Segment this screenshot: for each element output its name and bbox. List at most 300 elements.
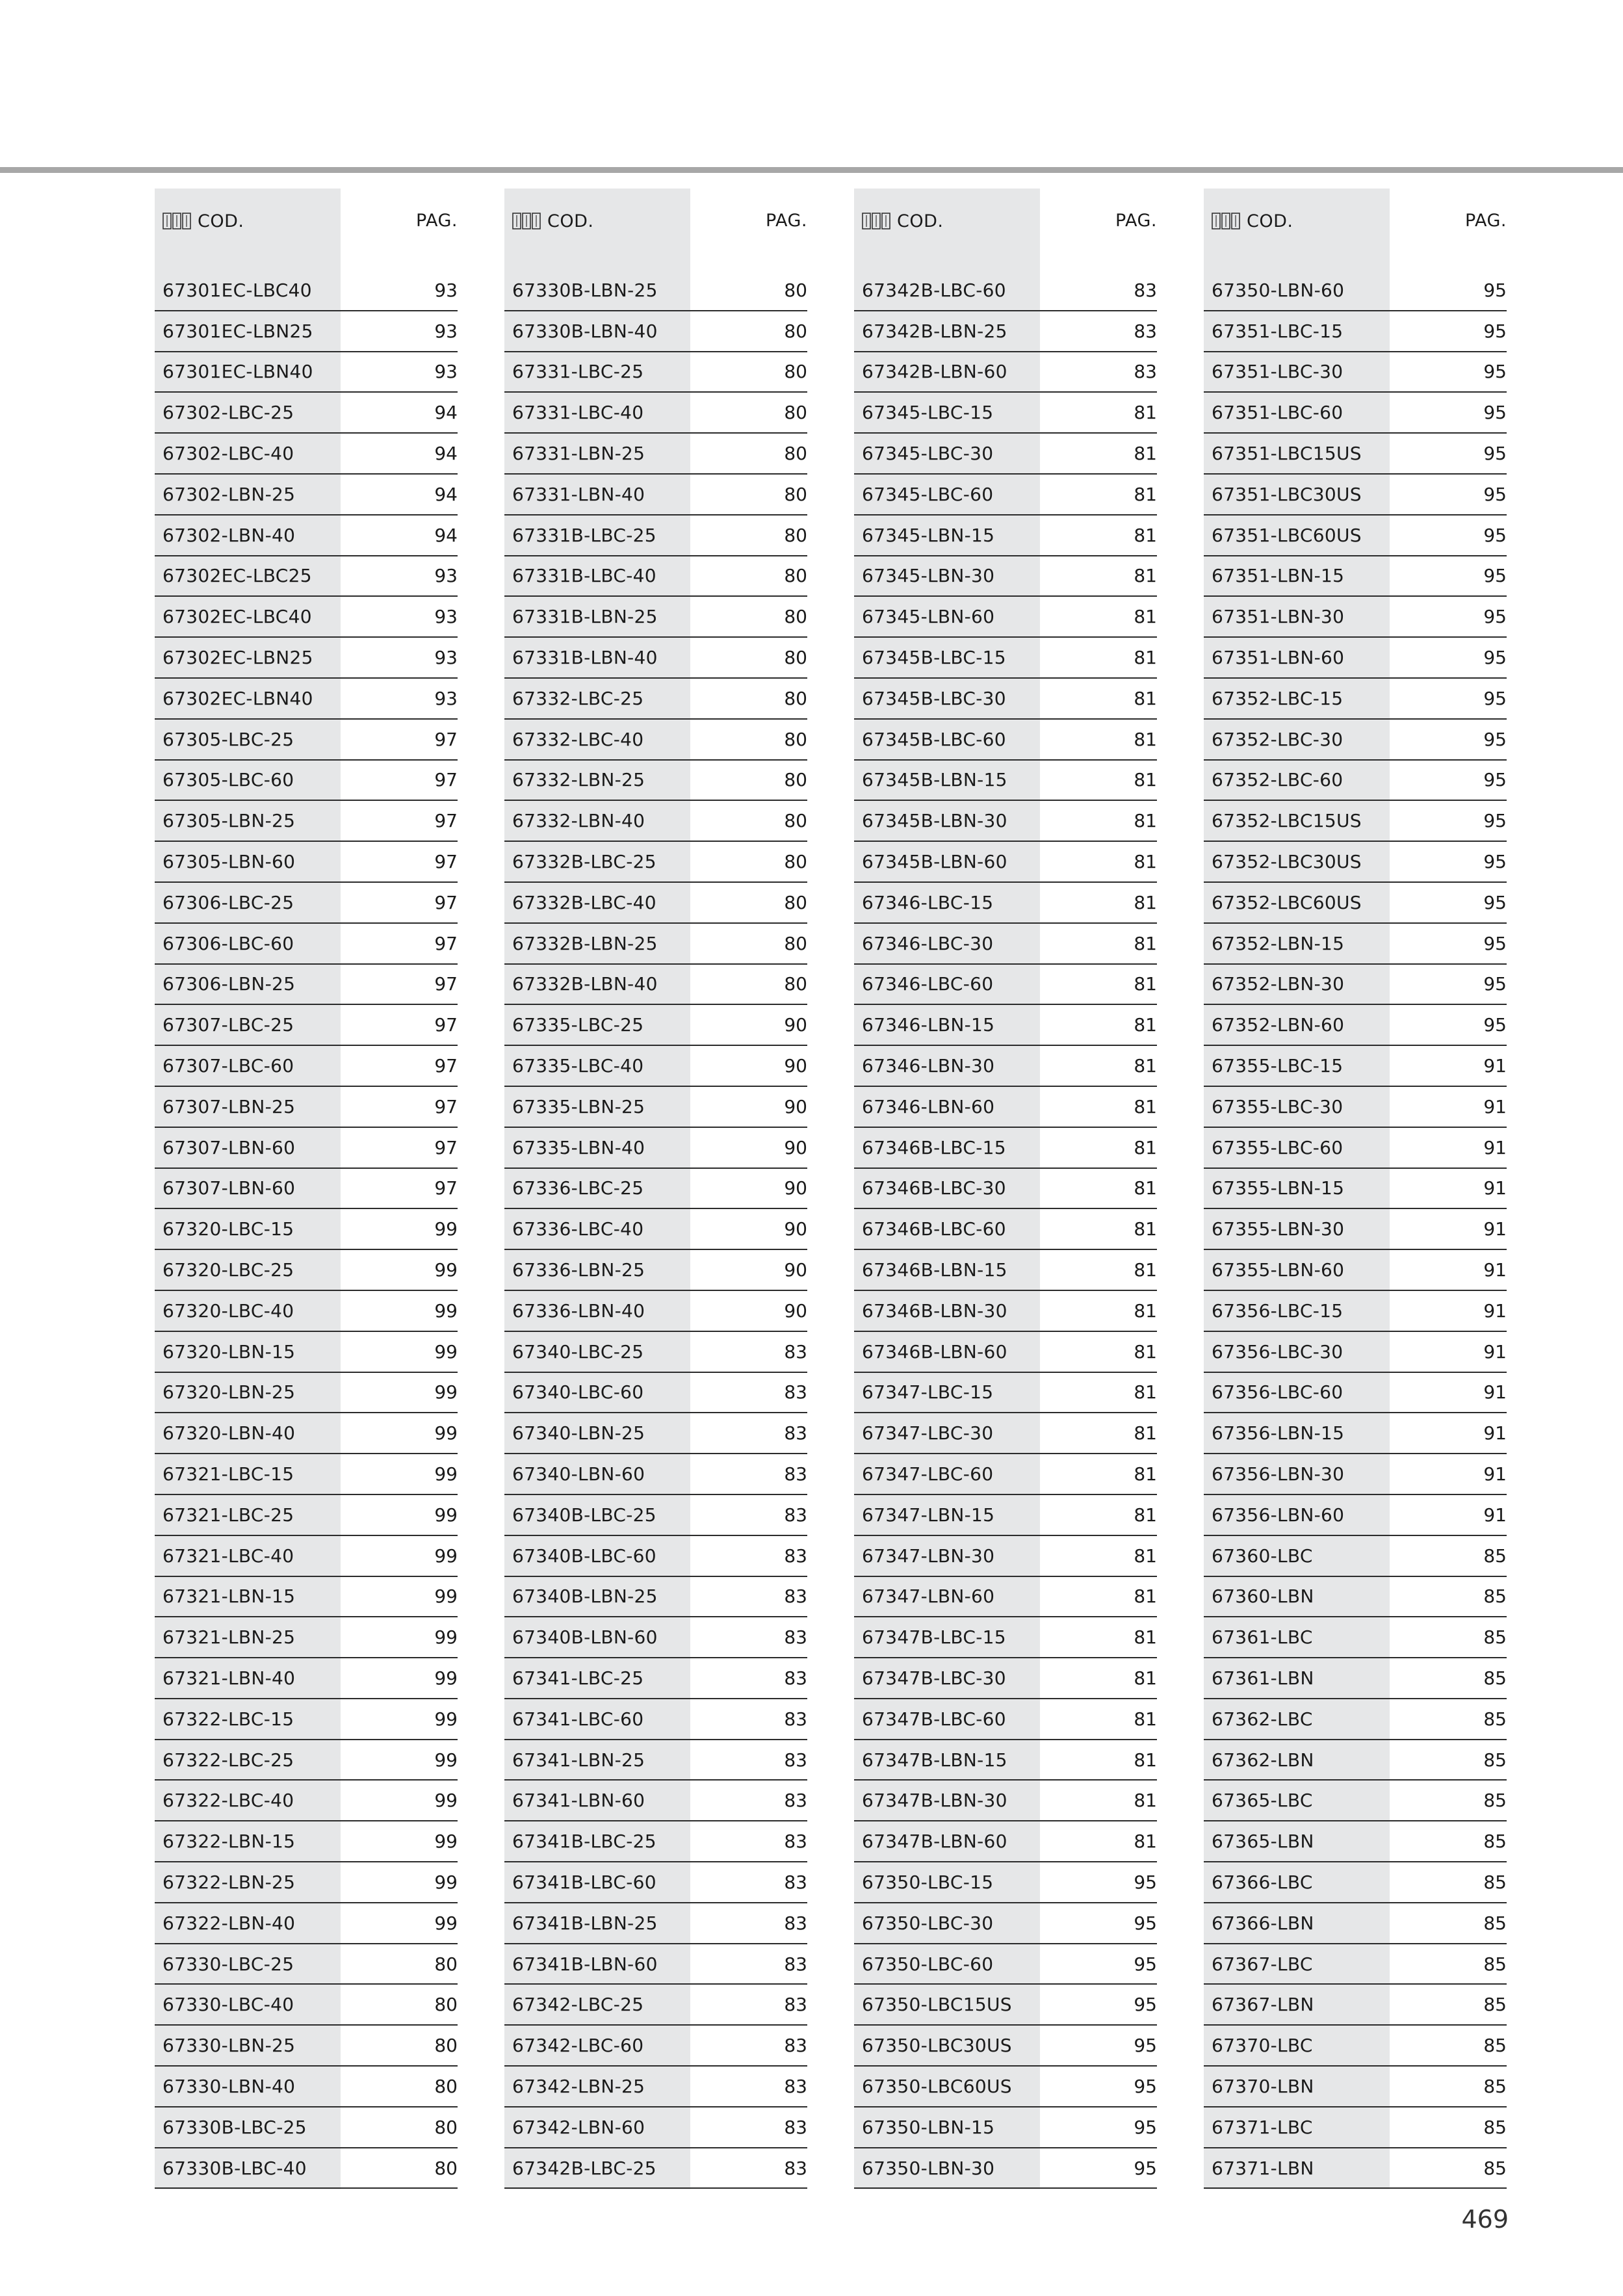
- index-row: [1204, 1373, 1507, 1414]
- product-code: 67330-LBC-40: [162, 1994, 294, 2016]
- product-code: 67346B-LBN-60: [862, 1340, 1007, 1363]
- product-code: 67351-LBN-30: [1212, 606, 1345, 628]
- page-reference: 85: [1483, 2157, 1507, 2179]
- page-reference: 93: [434, 279, 458, 301]
- page-reference: 83: [784, 1790, 807, 1812]
- index-row: [155, 2148, 458, 2189]
- index-row: [1204, 1005, 1507, 1046]
- page-reference: 97: [434, 932, 458, 954]
- product-code: 67355-LBC-60: [1212, 1136, 1344, 1158]
- product-code: 67352-LBN-15: [1212, 932, 1345, 954]
- index-row: [504, 2026, 807, 2067]
- page-reference: 99: [434, 1340, 458, 1363]
- page-reference: 81: [1134, 1504, 1157, 1526]
- page-reference: 81: [1134, 1831, 1157, 1853]
- index-row: [504, 1985, 807, 2026]
- index-row: [854, 761, 1157, 802]
- index-row: [504, 1740, 807, 1781]
- product-code: 67307-LBN-60: [162, 1136, 296, 1158]
- product-code: 67305-LBN-60: [162, 851, 296, 873]
- product-code: 67340-LBC-60: [512, 1381, 644, 1403]
- page-reference: 80: [784, 973, 807, 995]
- page-reference: 95: [1483, 279, 1507, 301]
- page-reference: 83: [784, 1667, 807, 1689]
- page-reference: 93: [434, 565, 458, 587]
- page-reference: 91: [1483, 1504, 1507, 1526]
- page-reference: 95: [1134, 2035, 1157, 2057]
- code-header: [862, 208, 943, 234]
- index-row: [155, 801, 458, 842]
- index-row: [854, 1985, 1157, 2026]
- product-code: 67320-LBC-25: [162, 1259, 294, 1281]
- page-reference: 90: [784, 1259, 807, 1281]
- product-code: 67307-LBC-25: [162, 1014, 294, 1036]
- page-reference: 95: [1483, 565, 1507, 587]
- index-row: [1204, 1617, 1507, 1658]
- index-row: [1204, 1740, 1507, 1781]
- page-reference: 81: [1134, 1545, 1157, 1567]
- product-code: 67355-LBN-60: [1212, 1259, 1345, 1281]
- product-code: 67345-LBC-30: [862, 443, 994, 465]
- index-row: [504, 761, 807, 802]
- page-reference: 81: [1134, 524, 1157, 546]
- index-row: [854, 1169, 1157, 1210]
- product-code: 67342-LBN-25: [512, 2075, 645, 2097]
- index-row: [504, 842, 807, 883]
- index-row: [155, 638, 458, 679]
- product-code: 67350-LBC15US: [862, 1994, 1012, 2016]
- product-code: 67306-LBN-25: [162, 973, 296, 995]
- index-row: [1204, 2107, 1507, 2148]
- index-row: [1204, 2067, 1507, 2107]
- product-code: 67347-LBC-15: [862, 1381, 994, 1403]
- page-reference: 81: [1134, 1259, 1157, 1281]
- page-reference: 83: [1134, 279, 1157, 301]
- page-reference: 81: [1134, 932, 1157, 954]
- index-row: [155, 1944, 458, 1985]
- page-reference: 91: [1483, 1136, 1507, 1158]
- page-reference: 85: [1483, 1749, 1507, 1771]
- page-reference: 83: [784, 1545, 807, 1567]
- index-row: [1204, 1495, 1507, 1536]
- index-row: [155, 1699, 458, 1740]
- page-reference: 81: [1134, 1749, 1157, 1771]
- index-row: [504, 556, 807, 597]
- index-row: [504, 638, 807, 679]
- index-row: [155, 352, 458, 393]
- page-reference: 99: [434, 1218, 458, 1240]
- page-reference: 83: [784, 2035, 807, 2057]
- index-row: [155, 1577, 458, 1618]
- page-reference: 91: [1483, 1218, 1507, 1240]
- index-row: [155, 1169, 458, 1210]
- page-header-label: PAG.: [415, 211, 458, 231]
- page-reference: 91: [1483, 1340, 1507, 1363]
- page-reference: 99: [434, 1708, 458, 1730]
- index-row: [1204, 1413, 1507, 1454]
- index-row: [155, 1903, 458, 1944]
- product-code: 67355-LBN-30: [1212, 1218, 1345, 1240]
- page-reference: 99: [434, 1504, 458, 1526]
- index-row: [155, 556, 458, 597]
- page-reference: 83: [1134, 320, 1157, 342]
- product-code: 67331-LBC-40: [512, 402, 644, 424]
- page-reference: 81: [1134, 1381, 1157, 1403]
- page-reference: 80: [784, 483, 807, 505]
- page-reference: 90: [784, 1055, 807, 1077]
- index-row: [854, 1944, 1157, 1985]
- product-code: 67347-LBN-30: [862, 1545, 995, 1567]
- index-row: [155, 1985, 458, 2026]
- index-row: [1204, 801, 1507, 842]
- product-code: 67350-LBN-60: [1212, 279, 1345, 301]
- page-reference: 81: [1134, 1790, 1157, 1812]
- page-reference: 99: [434, 1831, 458, 1853]
- product-code: 67330B-LBC-40: [162, 2157, 307, 2179]
- page-reference: 97: [434, 728, 458, 750]
- index-row: [854, 1617, 1157, 1658]
- page-reference: 80: [784, 647, 807, 669]
- page-reference: 97: [434, 1136, 458, 1158]
- index-row: [854, 720, 1157, 761]
- index-row: [854, 1699, 1157, 1740]
- index-row: [155, 1332, 458, 1373]
- page-reference: 85: [1483, 1790, 1507, 1812]
- product-code: 67321-LBN-15: [162, 1585, 296, 1608]
- product-code: 67355-LBN-15: [1212, 1177, 1345, 1199]
- index-row: [1204, 638, 1507, 679]
- index-row: [504, 1413, 807, 1454]
- product-code: 67347-LBN-60: [862, 1585, 995, 1608]
- page-reference: 80: [784, 932, 807, 954]
- index-row: [854, 1373, 1157, 1414]
- page-reference: 81: [1134, 1014, 1157, 1036]
- page-reference: 81: [1134, 728, 1157, 750]
- product-code: 67346-LBN-30: [862, 1055, 995, 1077]
- page-reference: 91: [1483, 1177, 1507, 1199]
- page-reference: 80: [784, 891, 807, 913]
- product-code: 67366-LBC: [1212, 1871, 1313, 1893]
- product-code-icon: [162, 212, 192, 230]
- index-row: [504, 1373, 807, 1414]
- product-code: 67335-LBC-25: [512, 1014, 644, 1036]
- product-code: 67362-LBN: [1212, 1749, 1314, 1771]
- index-row: [1204, 965, 1507, 1006]
- product-code: 67352-LBC30US: [1212, 851, 1362, 873]
- product-code: 67345-LBN-60: [862, 606, 995, 628]
- page-reference: 95: [1483, 810, 1507, 832]
- page-reference: 85: [1483, 2116, 1507, 2138]
- product-code: 67330-LBN-25: [162, 2035, 296, 2057]
- index-row: [854, 1821, 1157, 1862]
- page-reference: 99: [434, 1871, 458, 1893]
- page-reference: 80: [434, 2075, 458, 2097]
- product-code: 67347B-LBC-30: [862, 1667, 1006, 1689]
- index-row: [1204, 597, 1507, 638]
- page-reference: 83: [784, 1381, 807, 1403]
- index-row: [1204, 352, 1507, 393]
- page-reference: 95: [1483, 851, 1507, 873]
- product-code: 67341-LBC-25: [512, 1667, 644, 1689]
- product-code: 67360-LBC: [1212, 1545, 1313, 1567]
- page-reference: 90: [784, 1095, 807, 1117]
- product-code: 67340B-LBN-60: [512, 1626, 658, 1649]
- page-reference: 95: [1483, 728, 1507, 750]
- product-code: 67331-LBN-40: [512, 483, 645, 505]
- page-reference: 99: [434, 1749, 458, 1771]
- index-row: [504, 475, 807, 515]
- index-row: [504, 1209, 807, 1250]
- page-reference: 90: [784, 1218, 807, 1240]
- product-code: 67302-LBN-40: [162, 524, 296, 546]
- index-row: [1204, 1699, 1507, 1740]
- product-code: 67307-LBN-25: [162, 1095, 296, 1117]
- index-row: [854, 2067, 1157, 2107]
- index-row: [155, 2107, 458, 2148]
- index-row: [155, 311, 458, 352]
- code-header: [512, 208, 593, 234]
- page-reference: 81: [1134, 769, 1157, 791]
- page-reference: 95: [1483, 402, 1507, 424]
- index-row: [854, 270, 1157, 311]
- product-code: 67350-LBC60US: [862, 2075, 1012, 2097]
- page-reference: 97: [434, 1014, 458, 1036]
- product-code: 67346-LBC-15: [862, 891, 994, 913]
- index-row: [854, 515, 1157, 556]
- product-code: 67345-LBC-15: [862, 402, 994, 424]
- index-row: [1204, 2026, 1507, 2067]
- index-row: [504, 311, 807, 352]
- product-code: 67336-LBC-25: [512, 1177, 644, 1199]
- page-reference: 83: [784, 1953, 807, 1975]
- code-header-label: COD.: [1247, 211, 1293, 231]
- page-reference: 80: [784, 443, 807, 465]
- product-code: 67346B-LBC-15: [862, 1136, 1006, 1158]
- page-reference: 93: [434, 361, 458, 383]
- page-reference: 99: [434, 1381, 458, 1403]
- product-code: 67345B-LBC-15: [862, 647, 1006, 669]
- product-code: 67342B-LBN-60: [862, 361, 1007, 383]
- index-row: [504, 597, 807, 638]
- product-code: 67332-LBC-40: [512, 728, 644, 750]
- index-row: [504, 434, 807, 475]
- product-code: 67345-LBN-15: [862, 524, 995, 546]
- product-code: 67347B-LBN-60: [862, 1831, 1007, 1853]
- page-reference: 95: [1483, 973, 1507, 995]
- index-row: [1204, 475, 1507, 515]
- product-code: 67352-LBC-30: [1212, 728, 1344, 750]
- index-row: [854, 475, 1157, 515]
- index-row: [504, 1250, 807, 1291]
- index-row: [1204, 679, 1507, 720]
- product-code: 67345B-LBC-60: [862, 728, 1006, 750]
- index-row: [854, 1658, 1157, 1699]
- page-reference: 80: [784, 320, 807, 342]
- product-code: 67362-LBC: [1212, 1708, 1313, 1730]
- page-reference: 95: [1483, 647, 1507, 669]
- product-code: 67305-LBC-25: [162, 728, 294, 750]
- index-row: [504, 1862, 807, 1903]
- index-row: [854, 434, 1157, 475]
- index-rows: [854, 270, 1157, 2189]
- product-code: 67341-LBC-60: [512, 1708, 644, 1730]
- product-code: 67340B-LBN-25: [512, 1585, 658, 1608]
- product-code-icon: [1212, 212, 1241, 230]
- index-row: [504, 1454, 807, 1495]
- page-reference: 99: [434, 1463, 458, 1485]
- product-code: 67370-LBN: [1212, 2075, 1314, 2097]
- product-code: 67306-LBC-60: [162, 932, 294, 954]
- product-code: 67322-LBC-25: [162, 1749, 294, 1771]
- page-reference: 83: [784, 2157, 807, 2179]
- index-row: [1204, 924, 1507, 965]
- index-row: [1204, 515, 1507, 556]
- product-code: 67307-LBC-60: [162, 1055, 294, 1077]
- index-row: [854, 1128, 1157, 1169]
- page-reference: 83: [784, 1749, 807, 1771]
- product-code: 67321-LBC-40: [162, 1545, 294, 1567]
- index-row: [504, 352, 807, 393]
- product-code: 67351-LBC-60: [1212, 402, 1344, 424]
- page-reference: 85: [1483, 1585, 1507, 1608]
- page-reference: 91: [1483, 1299, 1507, 1322]
- product-code: 67351-LBN-15: [1212, 565, 1345, 587]
- page-reference: 80: [434, 1953, 458, 1975]
- index-row: [854, 638, 1157, 679]
- index-row: [854, 1577, 1157, 1618]
- product-code: 67302EC-LBN25: [162, 647, 313, 669]
- product-code: 67351-LBC60US: [1212, 524, 1362, 546]
- index-row: [504, 1332, 807, 1373]
- index-row: [155, 1087, 458, 1128]
- index-row: [504, 515, 807, 556]
- page-reference: 81: [1134, 1422, 1157, 1444]
- index-row: [504, 1617, 807, 1658]
- index-row: [504, 1536, 807, 1577]
- page-reference: 83: [784, 1422, 807, 1444]
- product-code: 67367-LBC: [1212, 1953, 1313, 1975]
- page-reference: 80: [784, 402, 807, 424]
- page-reference: 81: [1134, 1218, 1157, 1240]
- index-row: [1204, 1250, 1507, 1291]
- page-reference: 90: [784, 1014, 807, 1036]
- index-row: [1204, 883, 1507, 924]
- page-reference: 95: [1483, 483, 1507, 505]
- product-code: 67341-LBN-25: [512, 1749, 645, 1771]
- page-reference: 83: [784, 1626, 807, 1649]
- page-reference: 83: [1134, 361, 1157, 383]
- product-code: 67345-LBN-30: [862, 565, 995, 587]
- page-reference: 85: [1483, 1871, 1507, 1893]
- product-code: 67346-LBN-60: [862, 1095, 995, 1117]
- code-header: [162, 208, 244, 234]
- product-code: 67320-LBN-15: [162, 1340, 296, 1363]
- product-code: 67330-LBN-40: [162, 2075, 296, 2097]
- top-rule: [0, 167, 1623, 173]
- page-reference: 80: [784, 687, 807, 709]
- product-code: 67361-LBN: [1212, 1667, 1314, 1689]
- product-code: 67341-LBN-60: [512, 1790, 645, 1812]
- page-reference: 81: [1134, 810, 1157, 832]
- product-code: 67347B-LBC-15: [862, 1626, 1006, 1649]
- page-reference: 97: [434, 810, 458, 832]
- page-reference: 95: [1134, 2075, 1157, 2097]
- index-row: [155, 1413, 458, 1454]
- index-row: [504, 1005, 807, 1046]
- page-reference: 95: [1483, 606, 1507, 628]
- index-row: [504, 1291, 807, 1332]
- product-code: 67340-LBC-25: [512, 1340, 644, 1363]
- product-code: 67350-LBN-15: [862, 2116, 995, 2138]
- product-code: 67346-LBN-15: [862, 1014, 995, 1036]
- index-row: [504, 1577, 807, 1618]
- page-reference: 81: [1134, 1299, 1157, 1322]
- product-code: 67305-LBC-60: [162, 769, 294, 791]
- product-code: 67302EC-LBC40: [162, 606, 312, 628]
- column-header: [1204, 189, 1507, 252]
- product-code: 67330-LBC-25: [162, 1953, 294, 1975]
- page-reference: 95: [1483, 361, 1507, 383]
- index-row: [504, 1658, 807, 1699]
- page-reference: 83: [784, 2075, 807, 2097]
- product-code: 67342B-LBC-60: [862, 279, 1006, 301]
- product-code: 67331B-LBC-25: [512, 524, 656, 546]
- product-code: 67320-LBC-15: [162, 1218, 294, 1240]
- product-code: 67302EC-LBC25: [162, 565, 312, 587]
- product-code: 67355-LBC-15: [1212, 1055, 1344, 1077]
- product-code: 67347-LBC-30: [862, 1422, 994, 1444]
- index-row: [854, 1209, 1157, 1250]
- product-code: 67322-LBC-15: [162, 1708, 294, 1730]
- product-code: 67332-LBC-25: [512, 687, 644, 709]
- page-reference: 93: [434, 647, 458, 669]
- index-row: [1204, 1658, 1507, 1699]
- product-code: 67345B-LBN-15: [862, 769, 1007, 791]
- index-row: [854, 1291, 1157, 1332]
- product-code: 67347B-LBN-15: [862, 1749, 1007, 1771]
- page-reference: 80: [434, 2157, 458, 2179]
- page-reference: 90: [784, 1299, 807, 1322]
- product-code: 67321-LBC-15: [162, 1463, 294, 1485]
- page-reference: 85: [1483, 1667, 1507, 1689]
- page-reference: 93: [434, 687, 458, 709]
- page-reference: 94: [434, 402, 458, 424]
- index-row: [854, 1740, 1157, 1781]
- product-code: 67302EC-LBN40: [162, 687, 313, 709]
- page-reference: 99: [434, 1259, 458, 1281]
- index-row: [854, 1536, 1157, 1577]
- index-row: [155, 475, 458, 515]
- product-code: 67351-LBN-60: [1212, 647, 1345, 669]
- product-code: 67305-LBN-25: [162, 810, 296, 832]
- page-reference: 81: [1134, 891, 1157, 913]
- page-reference: 81: [1134, 1095, 1157, 1117]
- page-reference: 85: [1483, 1626, 1507, 1649]
- product-code: 67351-LBC30US: [1212, 483, 1362, 505]
- index-row: [155, 965, 458, 1006]
- product-code: 67330B-LBC-25: [162, 2116, 307, 2138]
- product-code: 67301EC-LBN40: [162, 361, 313, 383]
- product-code: 67342-LBC-60: [512, 2035, 644, 2057]
- page-reference: 99: [434, 1667, 458, 1689]
- index-row: [854, 679, 1157, 720]
- page-reference: 90: [784, 1136, 807, 1158]
- page-reference: 81: [1134, 565, 1157, 587]
- product-code: 67336-LBC-40: [512, 1218, 644, 1240]
- index-row: [504, 1087, 807, 1128]
- product-code: 67366-LBN: [1212, 1912, 1314, 1934]
- product-code: 67331B-LBC-40: [512, 565, 656, 587]
